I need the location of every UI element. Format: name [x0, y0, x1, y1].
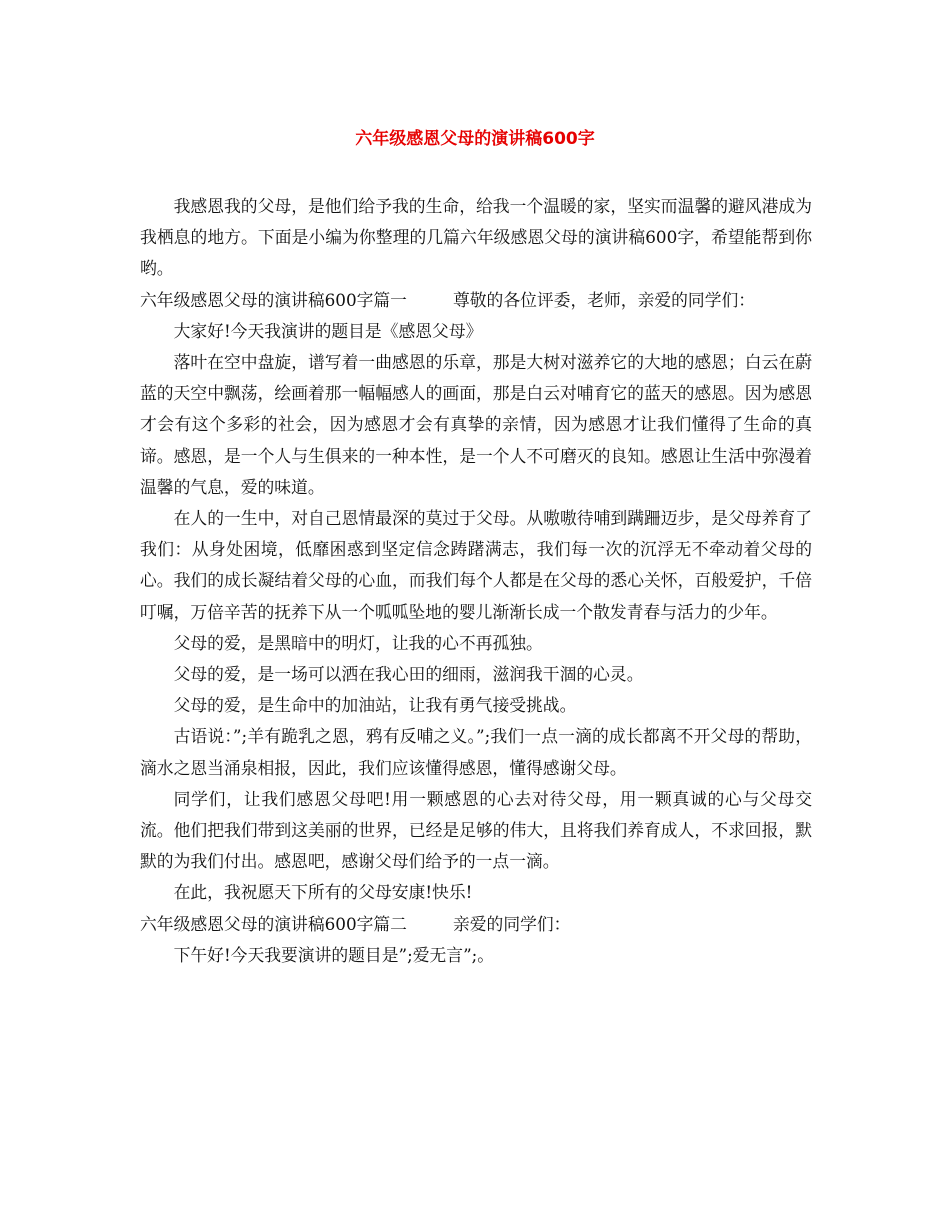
- section-2-heading: 六年级感恩父母的演讲稿600字篇二: [140, 913, 407, 934]
- section-2-heading-line: [140, 909, 812, 940]
- section-1-heading-line: [140, 285, 812, 316]
- page-title: 六年级感恩父母的演讲稿600字: [355, 129, 595, 149]
- section-1-paragraph: 同学们，让我们感恩父母吧!用一颗感恩的心去对待父母，用一颗真诚的心与父母交流。他们把我们带到这美丽的世界，已经是足够的伟大，且将我们养育成人，不求回报，默默的为我们付出。感恩吧，感谢父母们给予的一点一滴。: [140, 788, 812, 872]
- section-1-paragraph: 大家好!今天我演讲的题目是《感恩父母》: [173, 320, 483, 341]
- section-1-salutation: 尊敬的各位评委，老师，亲爱的同学们：: [452, 289, 756, 310]
- section-1-paragraph: 父母的爱，是一场可以洒在我心田的细雨，滋润我干涸的心灵。: [173, 664, 644, 685]
- section-1-paragraph: 父母的爱，是黑暗中的明灯，让我的心不再孤独。: [173, 632, 543, 653]
- section-1-paragraph: 落叶在空中盘旋，谱写着一曲感恩的乐章，那是大树对滋养它的大地的感恩；白云在蔚蓝的天空中飘荡，绘画着那一幅幅感人的画面，那是白云对哺育它的蓝天的感恩。因为感恩才会有这个多彩的社会，因为感恩才会有真挚的亲情，因为感恩才让我们懂得了生命的真谛。感恩，是一个人与生俱来的一种本性，是一个人不可磨灭的良知。感恩让生活中弥漫着温馨的气息，爱的味道。: [140, 352, 812, 497]
- section-2-paragraph: 下午好!今天我要演讲的题目是”;爱无言”;。: [173, 944, 495, 965]
- intro-paragraph: 我感恩我的父母，是他们给予我的生命，给我一个温暖的家，坚实而温馨的避风港成为我栖息的地方。下面是小编为你整理的几篇六年级感恩父母的演讲稿600字，希望能帮到你哟。: [140, 196, 812, 279]
- section-1-paragraph: 在此，我祝愿天下所有的父母安康!快乐!: [173, 882, 473, 903]
- section-1-paragraph: 父母的爱，是生命中的加油站，让我有勇气接受挑战。: [173, 695, 577, 716]
- section-1-paragraph: 古语说：”;羊有跪乳之恩，鸦有反哺之义。”;我们一点一滴的成长都离不开父母的帮助，滴水之恩当涌泉相报，因此，我们应该懂得感恩，懂得感谢父母。: [140, 726, 812, 778]
- section-1-paragraph: 在人的一生中，对自己恩情最深的莫过于父母。从嗷嗷待哺到蹒跚迈步，是父母养育了我们：从身处困境，低靡困惑到坚定信念踌躇满志，我们每一次的沉浮无不牵动着父母的心。我们的成长凝结着父母的心血，而我们每个人都是在父母的悉心关怀，百般爱护，千倍叮嘱，万倍辛苦的抚养下从一个呱呱坠地的婴儿渐渐长成一个散发青春与活力的少年。: [140, 508, 812, 622]
- section-2-salutation: 亲爱的同学们：: [452, 913, 571, 934]
- section-1-heading: 六年级感恩父母的演讲稿600字篇一: [140, 289, 407, 310]
- document-body: [140, 191, 812, 971]
